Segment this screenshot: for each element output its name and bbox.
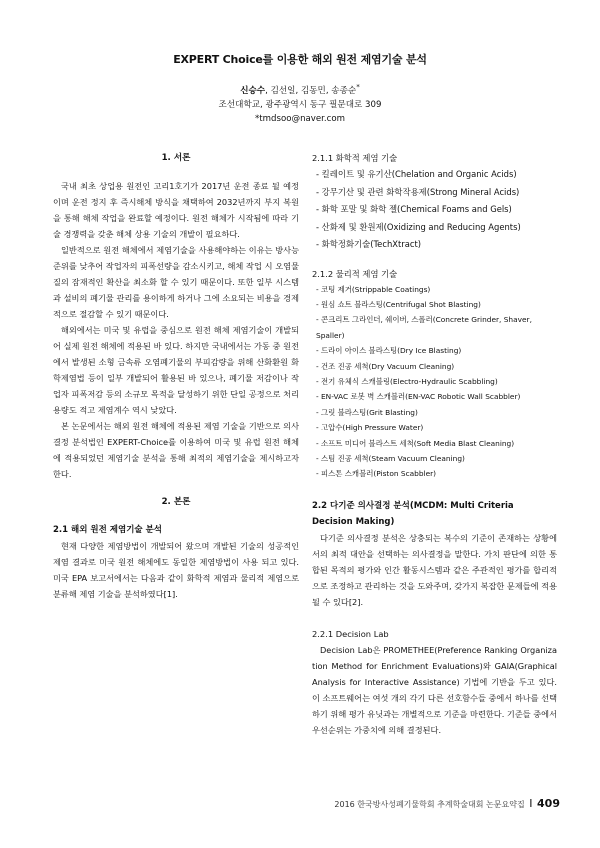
section-2-1-paragraph: 현재 다양한 제염방법이 개발되어 왔으며 개발된 기술의 성공적인 제염 결과로 미국 원전 해체에도 동일한 제염방법이 사용 되고 있다. 미국 EPA 보고서에서는 다음과 같이 화학적 제염과 물리적 제염으로 분류해 제염 기술을 분석하였다[1]. bbox=[53, 541, 299, 599]
list-item: - 고압수(High Pressure Water) bbox=[316, 423, 424, 433]
corresponding-mark: * bbox=[356, 82, 360, 91]
intro-paragraph-1: 국내 최초 상업용 원전인 고리1호기가 2017년 운전 종료 될 예정이며 운전 정지 후 즉시해체 방식을 채택하여 2032년까지 부지 복원을 통해 해체 작업을 완료할 예정이다. 원전 해체가 시작됨에 따라 기술 경쟁력을 갖춘 해체 상용 기술의 개발이 필요하다. bbox=[53, 181, 299, 239]
paper-title: EXPERT Choice를 이용한 해외 원전 제염기술 분석 bbox=[173, 53, 427, 66]
left-column bbox=[53, 150, 299, 602]
page-footer bbox=[334, 797, 560, 810]
list-item: - 원심 쇼트 블라스팅(Centrifugal Shot Blasting) bbox=[316, 299, 481, 309]
chemical-list bbox=[312, 166, 557, 254]
section-2-1-1-heading: 2.1.1 화학적 제염 기술 bbox=[312, 153, 398, 163]
intro-paragraph-4: 본 논문에서는 해외 원전 해체에 적용된 제염 기술을 기반으로 의사결정 분석법인 EXPERT-Choice를 이용하여 미국 및 유럽 원전 해체에 적용되었던 제염기술 분석을 통해 최적의 제염기술을 제시하고자 한다. bbox=[53, 421, 299, 479]
intro-heading: 1. 서론 bbox=[161, 153, 191, 163]
list-item: - 스팀 진공 세척(Steam Vacuum Cleaning) bbox=[316, 453, 465, 463]
list-item: - 건조 진공 세척(Dry Vacuum Cleaning) bbox=[316, 361, 455, 371]
footer-separator: I bbox=[529, 797, 533, 810]
list-item: - 그릿 블라스팅(Grit Blasting) bbox=[316, 407, 418, 417]
section-2-2-1-heading: 2.2.1 Decision Lab bbox=[312, 628, 389, 639]
list-item: - 화학정화기술(TechXtract) bbox=[316, 239, 422, 249]
proceedings-name: 2016 한국방사성폐기물학회 추계학술대회 논문요약집 bbox=[334, 800, 525, 809]
right-column bbox=[312, 150, 557, 738]
list-item: - 킬레이트 및 유기산(Chelation and Organic Acids) bbox=[316, 169, 517, 179]
list-item: - 코팅 제거(Strippable Coatings) bbox=[316, 284, 431, 294]
list-item: - 드라이 아이스 블라스팅(Dry Ice Blasting) bbox=[316, 346, 462, 356]
list-item: - 강무기산 및 관련 화학작용제(Strong Mineral Acids) bbox=[316, 186, 520, 197]
intro-paragraph-3: 해외에서는 미국 및 유럽을 중심으로 원전 해체 제염기술이 개발되어 실제 원전 해체에 적용된 바 있다. 하지만 국내에서는 가동 중 원전에서 발생된 소형 금속류 오염폐기물의 부피감량을 위해 산화환원 화학제염법 등이 일부 개발되어 활용된 바 있으나, 폐기물 저감이나 작업자 피폭저감 등의 소규모 목적을 달성하기 위한 단일 공정으로 처리용량도 적고 제염계수 역시 낮았다. bbox=[53, 325, 299, 415]
physical-list bbox=[312, 282, 557, 482]
section-2-2-heading: 2.2 다기준 의사결정 분석(MCDM: Multi Criteria Decision Making) bbox=[312, 500, 514, 527]
list-item: - 소프트 미디어 블라스트 세척(Soft Media Blast Cleaning) bbox=[316, 438, 515, 448]
list-item: - 산화제 및 환원제(Oxidizing and Reducing Agents) bbox=[316, 221, 521, 232]
section-2-1-heading: 2.1 해외 원전 제염기술 분석 bbox=[53, 525, 163, 535]
list-item: - 콘크리트 그라인더, 쉐이버, 스폴러(Concrete Grinder, Shaver, Spaller) bbox=[316, 315, 532, 340]
body-heading: 2. 본론 bbox=[161, 497, 191, 507]
list-item: - 피스톤 스캐블러(Piston Scabbler) bbox=[316, 469, 437, 479]
list-item: - EN-VAC 로봇 벽 스캐블러(EN-VAC Robotic Wall Scabbler) bbox=[316, 392, 521, 402]
page-number: 409 bbox=[537, 797, 560, 810]
intro-paragraph-2: 일반적으로 원전 해체에서 제염기술을 사용해야하는 이유는 방사능 준위를 낮추어 작업자의 피폭선량을 감소시키고, 해체 작업 시 오염물질의 잠재적인 확산을 최소화 할 수 있기 때문이다. 또한 일부 시스템과 설비의 폐기물 관리를 용이하게 하거나 그에 소요되는 비용을 경제적으로 절감할 수 있기 때문이다. bbox=[53, 245, 299, 319]
contact-email: *tmdsoo@naver.com bbox=[255, 114, 345, 124]
list-item: - 화학 포말 및 화학 젤(Chemical Foams and Gels) bbox=[316, 204, 512, 214]
affiliation: 조선대학교, 광주광역시 동구 필문대로 309 bbox=[218, 100, 382, 110]
other-authors: , 김선일, 김동민, 송종순 bbox=[265, 85, 357, 96]
author-list bbox=[0, 82, 600, 96]
section-2-1-2-heading: 2.1.2 물리적 제염 기술 bbox=[312, 268, 398, 279]
first-author: 신승수 bbox=[240, 85, 266, 96]
list-item: - 전기 유체식 스캐블링(Electro-Hydraulic Scabbling) bbox=[316, 376, 498, 386]
section-2-2-1-paragraph: Decision Lab은 PROMETHEE(Preference Ranking Organization Method for Enrichment Evaluations)와 GAIA(Graphical Analysis for Interactive Assistance) 기법에 기반을 두고 있다. 이 소프트웨어는 여섯 개의 각기 다른 선호함수들 중에서 하나를 선택하기 위해 평가 유닛과는 개별적으로 기준을 마련한다. 기준들 중에서 우선순위는 가중치에 의해 결정된다. bbox=[312, 644, 557, 735]
section-2-2-paragraph: 다기준 의사결정 분석은 상충되는 복수의 기준이 존재하는 상황에서의 최적 대안을 선택하는 의사결정을 말한다. 가치 판단에 의한 통합된 목적의 평가와 인간 활동시스템과 같은 주관적인 평가를 합리적으로 조정하고 관리하는 것을 도와주며, 갖가지 복잡한 문제들에 적용될 수 있다[2]. bbox=[312, 532, 557, 607]
